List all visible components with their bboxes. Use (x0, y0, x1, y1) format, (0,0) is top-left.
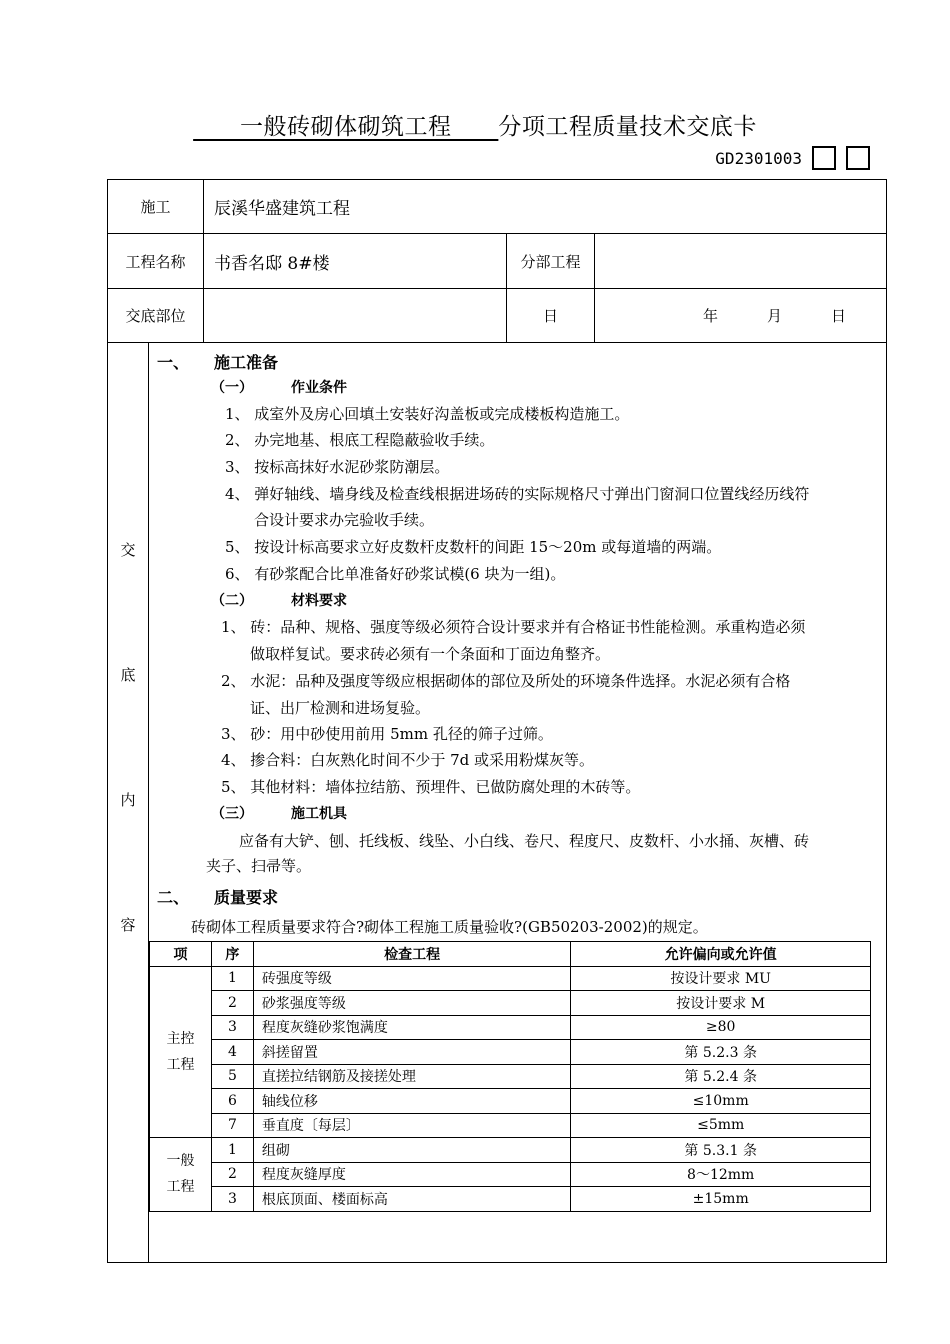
location-label: 交底部位 (125, 307, 186, 325)
section2-intro: 砖砌体工程质量要求符合?砌体工程施工质量验收?(GB50203-2002)的规定。 (191, 918, 708, 936)
main-group-label (150, 966, 212, 1138)
date-value (594, 289, 888, 342)
tools-line-2: 夹子、扫帚等。 (206, 857, 312, 875)
row-value: 第 5.2.3 条 (571, 1040, 871, 1065)
general-group-line-1: 一般 (166, 1153, 195, 1170)
main-group-line-2: 工程 (166, 1056, 195, 1073)
doc-code-area (715, 146, 870, 170)
side-char-4: 容 (120, 916, 136, 934)
cond-item-1: 1、 成室外及房心回填土安装好沟盖板或完成楼板构造施工。 (225, 405, 630, 423)
row-item: 砖强度等级 (253, 966, 570, 991)
date-day: 日 (831, 307, 847, 325)
date-label: 日 (506, 289, 594, 342)
section2-title: 质量要求 (214, 888, 279, 907)
header-check: 检查工程 (253, 942, 570, 967)
cond-item-4-cont: 合设计要求办完验收手续。 (254, 511, 435, 529)
row-no: 1 (211, 1138, 253, 1163)
handover-sheet (107, 179, 887, 1263)
mat-item-3: 3、 砂：用中砂使用前用 5mm 孔径的筛子过筛。 (221, 725, 553, 743)
row-item: 砂浆强度等级 (253, 991, 570, 1016)
quality-table (149, 941, 871, 1212)
row-item: 直搓拉结钢筋及接搓处理 (253, 1064, 570, 1089)
mat-item-1: 1、 砖：品种、规格、强度等级必须符合设计要求并有合格证书性能检测。承重构造必须 (221, 618, 806, 636)
table-row (150, 1089, 871, 1114)
header-no: 序 (211, 942, 253, 967)
document-title (0, 108, 950, 141)
general-group-line-2: 工程 (166, 1179, 195, 1196)
table-row (150, 1187, 871, 1212)
mat-item-5: 5、 其他材料：墙体拉结筋、预埋件、已做防腐处理的木砖等。 (221, 778, 641, 796)
section2-num: 二、 (157, 888, 190, 907)
sub2-num: （二） (211, 593, 253, 609)
side-char-1: 交 (120, 541, 136, 559)
construction-row (108, 180, 886, 234)
row-item: 程度灰缝厚度 (253, 1162, 570, 1187)
title-project: 一般砖砌体砌筑工程 (240, 114, 452, 140)
sub3-num: （三） (211, 806, 253, 822)
cond-item-5: 5、 按设计标高要求立好皮数杆皮数杆的间距 15～20m 或每道墙的两端。 (225, 538, 722, 556)
division-label: 分部工程 (506, 234, 594, 288)
table-row (150, 991, 871, 1016)
row-no: 5 (211, 1064, 253, 1089)
mat-item-1-cont: 做取样复试。要求砖必须有一个条面和丁面边角整齐。 (250, 645, 611, 663)
row-no: 2 (211, 1162, 253, 1187)
cond-item-3: 3、 按标高抹好水泥砂浆防潮层。 (225, 458, 450, 476)
row-item: 组砌 (253, 1138, 570, 1163)
header-item: 项 (150, 942, 212, 967)
tools-line-1: 应备有大铲、刨、托线板、线坠、小白线、卷尺、程度尺、皮数杆、小水捅、灰槽、砖 (239, 832, 810, 850)
row-value: ±15mm (571, 1187, 871, 1212)
row-value: 第 5.2.4 条 (571, 1064, 871, 1089)
title-blank-post (452, 114, 499, 140)
construction-label: 施工 (140, 198, 171, 216)
content-side-label (108, 343, 149, 1263)
table-row (150, 966, 871, 991)
row-item: 垂直度〔每层〕 (253, 1113, 570, 1138)
table-row (150, 1040, 871, 1065)
row-value: 第 5.3.1 条 (571, 1138, 871, 1163)
general-group-label (150, 1138, 212, 1212)
project-row (108, 234, 886, 289)
row-item: 斜搓留置 (253, 1040, 570, 1065)
checkbox-1[interactable] (812, 146, 836, 170)
doc-code: GD2301003 (715, 148, 802, 168)
cond-item-2: 2、 办完地基、根底工程隐蔽验收手续。 (225, 431, 495, 449)
row-value: 按设计要求 MU (571, 966, 871, 991)
date-month: 月 (767, 307, 783, 325)
mat-item-2: 2、 水泥：品种及强度等级应根据砌体的部位及所处的环境条件选择。水泥必须有合格 (221, 672, 791, 690)
row-no: 4 (211, 1040, 253, 1065)
checkbox-2[interactable] (846, 146, 870, 170)
row-value: 8～12mm (571, 1162, 871, 1187)
division-value (594, 234, 888, 288)
header-tolerance: 允许偏向或允许值 (571, 942, 871, 967)
quality-table-header (150, 942, 871, 967)
mat-item-4: 4、 掺合料：白灰熟化时间不少于 7d 或采用粉煤灰等。 (221, 751, 594, 769)
location-value (203, 289, 506, 342)
row-no: 7 (211, 1113, 253, 1138)
row-item: 根底顶面、楼面标高 (253, 1187, 570, 1212)
row-no: 3 (211, 1015, 253, 1040)
cond-item-6: 6、 有砂浆配合比单准备好砂浆试模(6 块为一组)。 (225, 565, 566, 583)
row-value: ≤10mm (571, 1089, 871, 1114)
main-group-line-1: 主控 (166, 1030, 195, 1047)
cond-item-4: 4、 弹好轴线、墙身线及检查线根据进场砖的实际规格尺寸弹出门窗洞口位置线经历线符 (225, 485, 810, 503)
table-row (150, 1015, 871, 1040)
construction-value: 辰溪华盛建筑工程 (203, 180, 888, 233)
sub1-title: 作业条件 (291, 380, 347, 396)
section1-title: 施工准备 (214, 353, 279, 372)
title-suffix: 分项工程质量技术交底卡 (498, 114, 757, 140)
row-no: 3 (211, 1187, 253, 1212)
table-row (150, 1162, 871, 1187)
title-blank-pre (193, 114, 240, 140)
sub1-num: （一） (211, 380, 253, 396)
section1-num: 一、 (157, 353, 190, 372)
row-value: 按设计要求 M (571, 991, 871, 1016)
row-item: 轴线位移 (253, 1089, 570, 1114)
row-value: ≤5mm (571, 1113, 871, 1138)
row-value: ≥80 (571, 1015, 871, 1040)
project-name-value: 书香名邸 8#楼 (203, 234, 506, 288)
sub3-title: 施工机具 (291, 806, 347, 822)
side-char-3: 内 (120, 791, 136, 809)
side-char-2: 底 (120, 666, 136, 684)
handover-content (149, 343, 887, 1263)
row-no: 6 (211, 1089, 253, 1114)
row-no: 2 (211, 991, 253, 1016)
location-row (108, 289, 886, 343)
table-row (150, 1138, 871, 1163)
sub2-title: 材料要求 (291, 593, 347, 609)
table-row (150, 1064, 871, 1089)
row-no: 1 (211, 966, 253, 991)
project-name-label: 工程名称 (125, 252, 186, 271)
mat-item-2-cont: 证、出厂检测和进场复验。 (250, 699, 431, 717)
row-item: 程度灰缝砂浆饱满度 (253, 1015, 570, 1040)
date-year: 年 (703, 307, 719, 325)
table-row (150, 1113, 871, 1138)
